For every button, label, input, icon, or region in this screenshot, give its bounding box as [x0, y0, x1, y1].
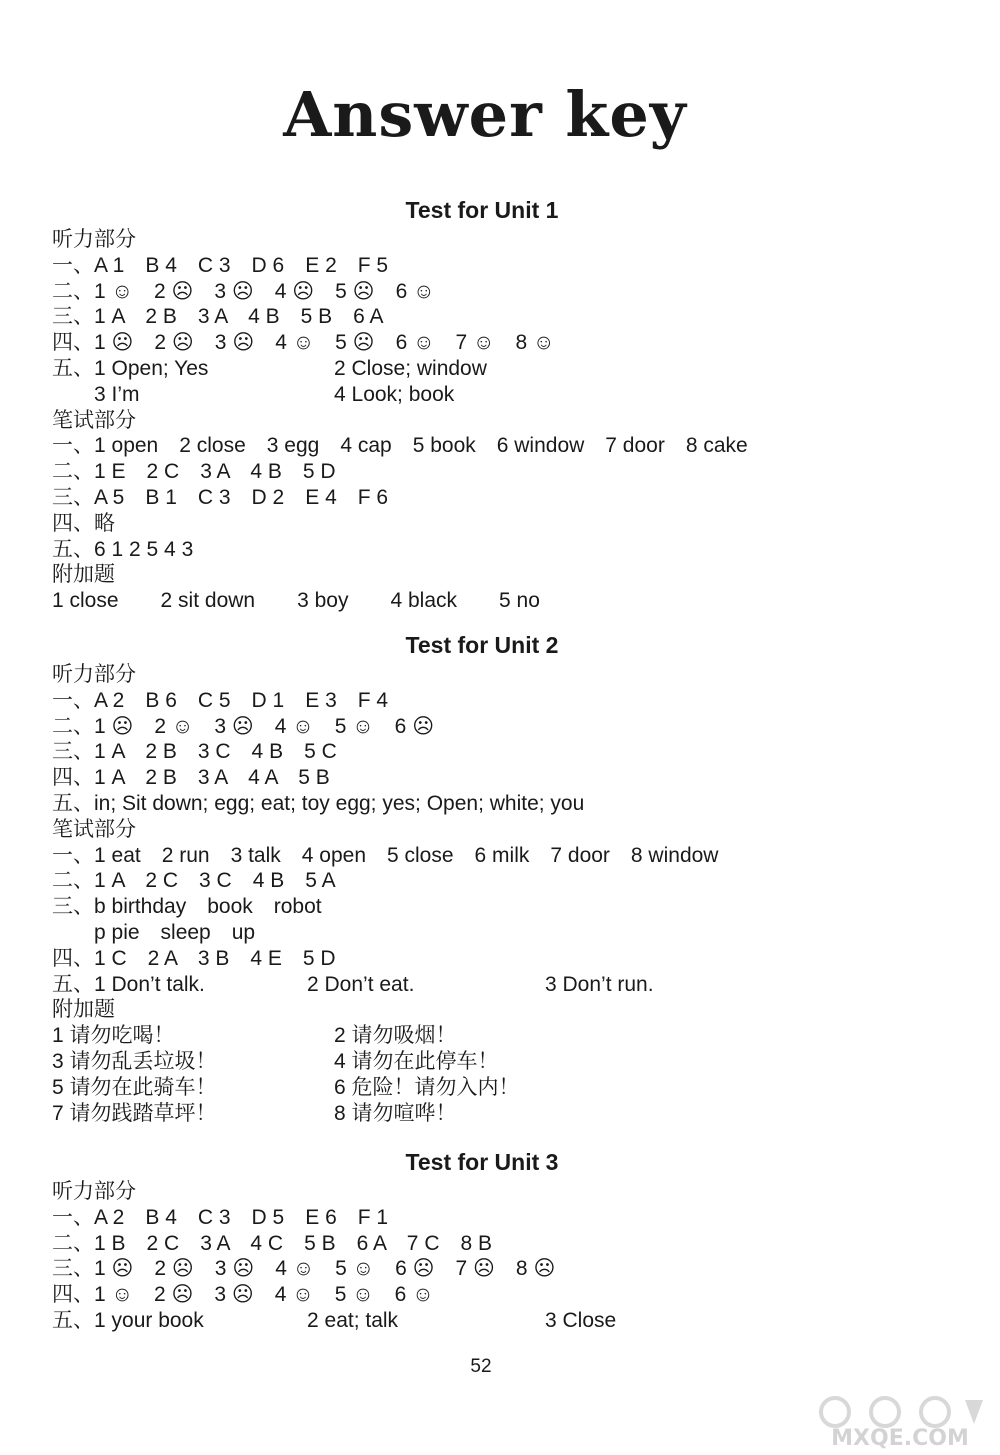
- answer-line: [52, 588, 952, 614]
- answer-text: 6 危险！请勿入内！: [334, 1075, 520, 1099]
- answer-line: [52, 433, 952, 459]
- answer-text: 二、1 B 2 C 3 A 4 C 5 B 6 A 7 C 8 B: [52, 1231, 493, 1255]
- answer-text: 二、1 A 2 C 3 C 4 B 5 A: [52, 869, 336, 893]
- answer-text: 一、A 1 B 4 C 3 D 6 E 2 F 5: [52, 253, 389, 277]
- answer-line: [52, 279, 952, 305]
- answer-text: p pie sleep up: [52, 920, 256, 944]
- watermark-logo-icon: [805, 1395, 995, 1429]
- watermark-text: MXQE.COM: [831, 1426, 969, 1451]
- answer-line: [52, 1075, 952, 1101]
- answer-line: [52, 868, 952, 894]
- answer-text: 五、6 1 2 5 4 3: [52, 537, 194, 561]
- answer-text: 三、b birthday book robot: [52, 895, 322, 919]
- answer-line: [52, 1205, 952, 1231]
- answer-text: 一、A 2 B 4 C 3 D 5 E 6 F 1: [52, 1205, 389, 1229]
- unit-title: Test for Unit 2: [405, 632, 559, 658]
- answer-line: [52, 1282, 952, 1308]
- answer-line: [52, 253, 952, 279]
- answer-text: 3 I’m: [52, 382, 140, 406]
- answer-text: 三、1 ☹ 2 ☹ 3 ☹ 4 ☺ 5 ☺ 6 ☹ 7 ☹ 8 ☹: [52, 1257, 556, 1281]
- answer-text: 二、1 E 2 C 3 A 4 B 5 D: [52, 460, 336, 484]
- answer-text: 1 close 2 sit down 3 boy 4 black 5 no: [52, 589, 540, 613]
- answer-line: [52, 511, 952, 537]
- answer-line: [52, 1231, 952, 1257]
- answer-text: 3 Don’t run.: [545, 972, 654, 996]
- answer-line: [52, 1308, 952, 1334]
- answer-line: [52, 537, 952, 563]
- watermark: [805, 1395, 995, 1451]
- answer-text: 一、1 eat 2 run 3 talk 4 open 5 close 6 milk 7 door 8 window: [52, 843, 719, 867]
- answer-text: 二、1 ☺ 2 ☹ 3 ☹ 4 ☹ 5 ☹ 6 ☺: [52, 279, 435, 303]
- answer-text: 附加题: [52, 998, 115, 1022]
- answer-line: [52, 227, 952, 253]
- answer-line: [52, 662, 952, 688]
- unit-section: [52, 193, 952, 614]
- answer-text: 三、1 A 2 B 3 C 4 B 5 C: [52, 740, 337, 764]
- answer-line: [52, 946, 952, 972]
- answer-line: [52, 843, 952, 869]
- answer-text: 3 Close: [545, 1308, 617, 1332]
- answer-text: 四、1 C 2 A 3 B 4 E 5 D: [52, 946, 336, 970]
- answer-text: 一、1 open 2 close 3 egg 4 cap 5 book 6 window 7 door 8 cake: [52, 434, 748, 458]
- answer-line: [52, 765, 952, 791]
- answer-text: 四、1 ☹ 2 ☹ 3 ☹ 4 ☺ 5 ☹ 6 ☺ 7 ☺ 8 ☺: [52, 331, 555, 355]
- answer-text: 五、in; Sit down; egg; eat; toy egg; yes; Open; white; you: [52, 791, 585, 815]
- answer-text: 2 Close; window: [334, 356, 487, 380]
- answer-line: [52, 304, 952, 330]
- answer-text: 3 请勿乱丢垃圾！: [52, 1049, 217, 1073]
- answer-text: 笔试部分: [52, 817, 136, 841]
- answer-text: 4 请勿在此停车！: [334, 1049, 499, 1073]
- answer-text: 笔试部分: [52, 408, 136, 432]
- answer-line: [52, 972, 952, 998]
- answer-line: [52, 485, 952, 511]
- answer-lines: [52, 227, 952, 614]
- answer-text: 四、略: [52, 511, 115, 535]
- answer-text: 五、1 Open; Yes: [52, 356, 209, 380]
- answer-text: 2 eat; talk: [307, 1308, 399, 1332]
- answer-text: 四、1 A 2 B 3 A 4 A 5 B: [52, 766, 330, 790]
- answer-text: 附加题: [52, 563, 115, 587]
- answer-line: [52, 714, 952, 740]
- answer-text: 8 请勿喧哗！: [334, 1101, 457, 1125]
- answer-text: 听力部分: [52, 228, 136, 251]
- answer-text: 五、1 your book: [52, 1308, 204, 1332]
- answer-text: 五、1 Don’t talk.: [52, 972, 205, 996]
- answer-line: [52, 817, 952, 843]
- answer-text: 4 Look; book: [334, 382, 455, 406]
- answer-text: 5 请勿在此骑车！: [52, 1075, 217, 1099]
- answer-line: [52, 1101, 952, 1127]
- unit-title: Test for Unit 1: [405, 197, 559, 223]
- answer-line: [52, 330, 952, 356]
- answer-text: 7 请勿践踏草坪！: [52, 1101, 217, 1125]
- answer-line: [52, 408, 952, 434]
- answer-line: [52, 1179, 952, 1205]
- unit-title: Test for Unit 3: [405, 1149, 559, 1175]
- answer-line: [52, 562, 952, 588]
- answer-line: [52, 382, 952, 408]
- answer-text: 1 请勿吃喝！: [52, 1024, 175, 1048]
- page-title: Answer key: [283, 78, 687, 151]
- answer-text: 2 请勿吸烟！: [334, 1024, 457, 1048]
- answer-line: [52, 1023, 952, 1049]
- answer-line: [52, 791, 952, 817]
- answer-text: 2 Don’t eat.: [307, 972, 415, 996]
- answer-line: [52, 1256, 952, 1282]
- answer-line: [52, 356, 952, 382]
- answer-line: [52, 997, 952, 1023]
- page-number: 52: [470, 1356, 492, 1377]
- answer-line: [52, 1049, 952, 1075]
- answer-text: 一、A 2 B 6 C 5 D 1 E 3 F 4: [52, 688, 389, 712]
- answer-line: [52, 688, 952, 714]
- answer-text: 四、1 ☺ 2 ☹ 3 ☹ 4 ☺ 5 ☺ 6 ☺: [52, 1283, 434, 1307]
- answer-text: 三、A 5 B 1 C 3 D 2 E 4 F 6: [52, 485, 389, 509]
- answer-line: [52, 739, 952, 765]
- unit-section: [52, 628, 952, 1126]
- answer-line: [52, 920, 952, 946]
- answer-line: [52, 459, 952, 485]
- answer-line: [52, 894, 952, 920]
- unit-section: [52, 1145, 952, 1334]
- answer-lines: [52, 662, 952, 1126]
- answer-text: 听力部分: [52, 663, 136, 686]
- answer-text: 听力部分: [52, 1180, 136, 1203]
- answer-text: 三、1 A 2 B 3 A 4 B 5 B 6 A: [52, 305, 384, 329]
- answer-text: 二、1 ☹ 2 ☺ 3 ☹ 4 ☺ 5 ☺ 6 ☹: [52, 714, 435, 738]
- answer-lines: [52, 1179, 952, 1334]
